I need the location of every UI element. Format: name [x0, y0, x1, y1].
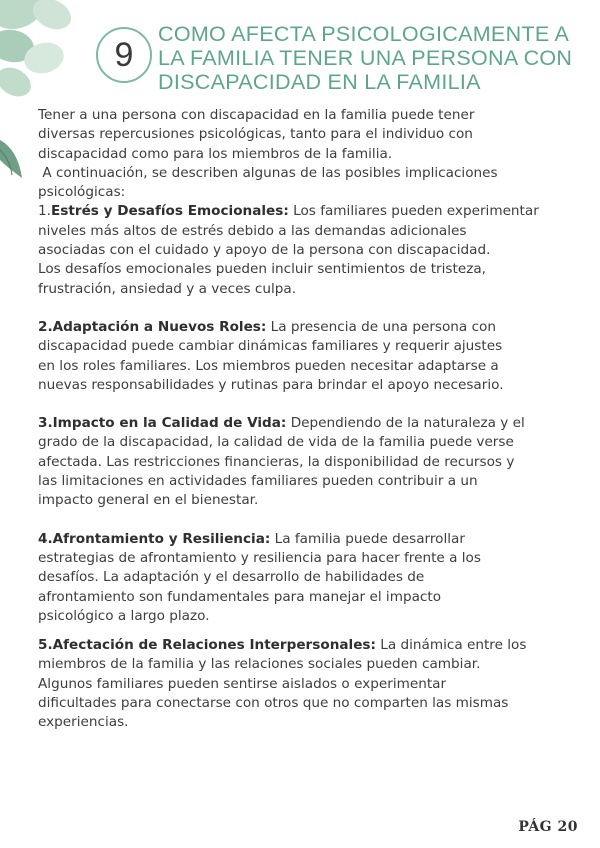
item-line: Algunos familiares pueden sentirse aislados o experimentar: [38, 675, 447, 692]
item-heading: 5.Afectación de Relaciones Interpersonales:: [38, 637, 376, 654]
title-line: DISCAPACIDAD EN LA FAMILIA: [158, 70, 481, 94]
item-5-first-line: 5.Afectación de Relaciones Interpersonales: La dinámica entre los: [38, 637, 527, 654]
item-line: niveles más altos de estrés debido a las demandas adicionales: [38, 222, 467, 239]
item-line: frustración, ansiedad y a veces culpa.: [38, 280, 297, 297]
section-number-badge: 9: [96, 27, 152, 83]
item-line: estrategias de afrontamiento y resiliencia para hacer frente a los: [38, 549, 481, 566]
item-line: las limitaciones en actividades familiares pueden contribuir a un: [38, 473, 478, 490]
item-heading: 2.Adaptación a Nuevos Roles:: [38, 318, 267, 335]
title-line: LA FAMILIA TENER UNA PERSONA CON: [158, 46, 573, 70]
page-number: PÁG 20: [518, 819, 578, 835]
page-title: [158, 22, 588, 94]
item-line: miembros de la familia y las relaciones sociales pueden cambiar.: [38, 656, 481, 673]
item-heading: Estrés y Desafíos Emocionales:: [50, 203, 289, 220]
item-line: psicológico a largo plazo.: [38, 607, 210, 624]
item-line: nuevas responsabilidades y rutinas para brindar el apoyo necesario.: [38, 376, 504, 393]
item-line: experiencias.: [38, 714, 129, 731]
article-body: [38, 106, 568, 733]
item-heading: 3.Impacto en la Calidad de Vida:: [38, 415, 287, 432]
item-line: dificultades para conectarse con otros que no comparten las mismas: [38, 695, 509, 712]
item-line: asociadas con el cuidado y apoyo de la persona con discapacidad.: [38, 242, 491, 259]
item-4-first-line: 4.Afrontamiento y Resiliencia: La familia puede desarrollar: [38, 530, 465, 547]
intro-line: diversas repercusiones psicológicas, tanto para el individuo con: [38, 126, 473, 143]
item-1-first-line: 1.Estrés y Desafíos Emocionales: Los familiares pueden experimentar: [38, 203, 539, 220]
item-line: Los desafíos emocionales pueden incluir sentimientos de tristeza,: [38, 261, 486, 278]
intro-line: discapacidad como para los miembros de la familia.: [38, 145, 393, 162]
item-line: afrontamiento son fundamentales para manejar el impacto: [38, 588, 442, 605]
item-line: desafíos. La adaptación y el desarrollo de habilidades de: [38, 569, 425, 586]
item-2-first-line: 2.Adaptación a Nuevos Roles: La presencia de una persona con: [38, 318, 496, 335]
intro-line: psicológicas:: [38, 184, 126, 201]
item-heading: 4.Afrontamiento y Resiliencia:: [38, 530, 271, 547]
item-line: afectada. Las restricciones financieras, la disponibilidad de recursos y: [38, 453, 515, 470]
item-line: en los roles familiares. Los miembros pueden necesitar adaptarse a: [38, 357, 499, 374]
title-line: COMO AFECTA PSICOLOGICAMENTE A: [158, 22, 570, 46]
intro-line: Tener a una persona con discapacidad en la familia puede tener: [38, 107, 475, 123]
intro-line: A continuación, se describen algunas de las posibles implicaciones: [38, 164, 498, 181]
item-line: impacto general en el bienestar.: [38, 492, 259, 509]
item-3-first-line: 3.Impacto en la Calidad de Vida: Dependiendo de la naturaleza y el: [38, 415, 525, 432]
item-line: discapacidad puede cambiar dinámicas familiares y requerir ajustes: [38, 338, 503, 355]
item-line: grado de la discapacidad, la calidad de vida de la familia puede verse: [38, 434, 514, 451]
